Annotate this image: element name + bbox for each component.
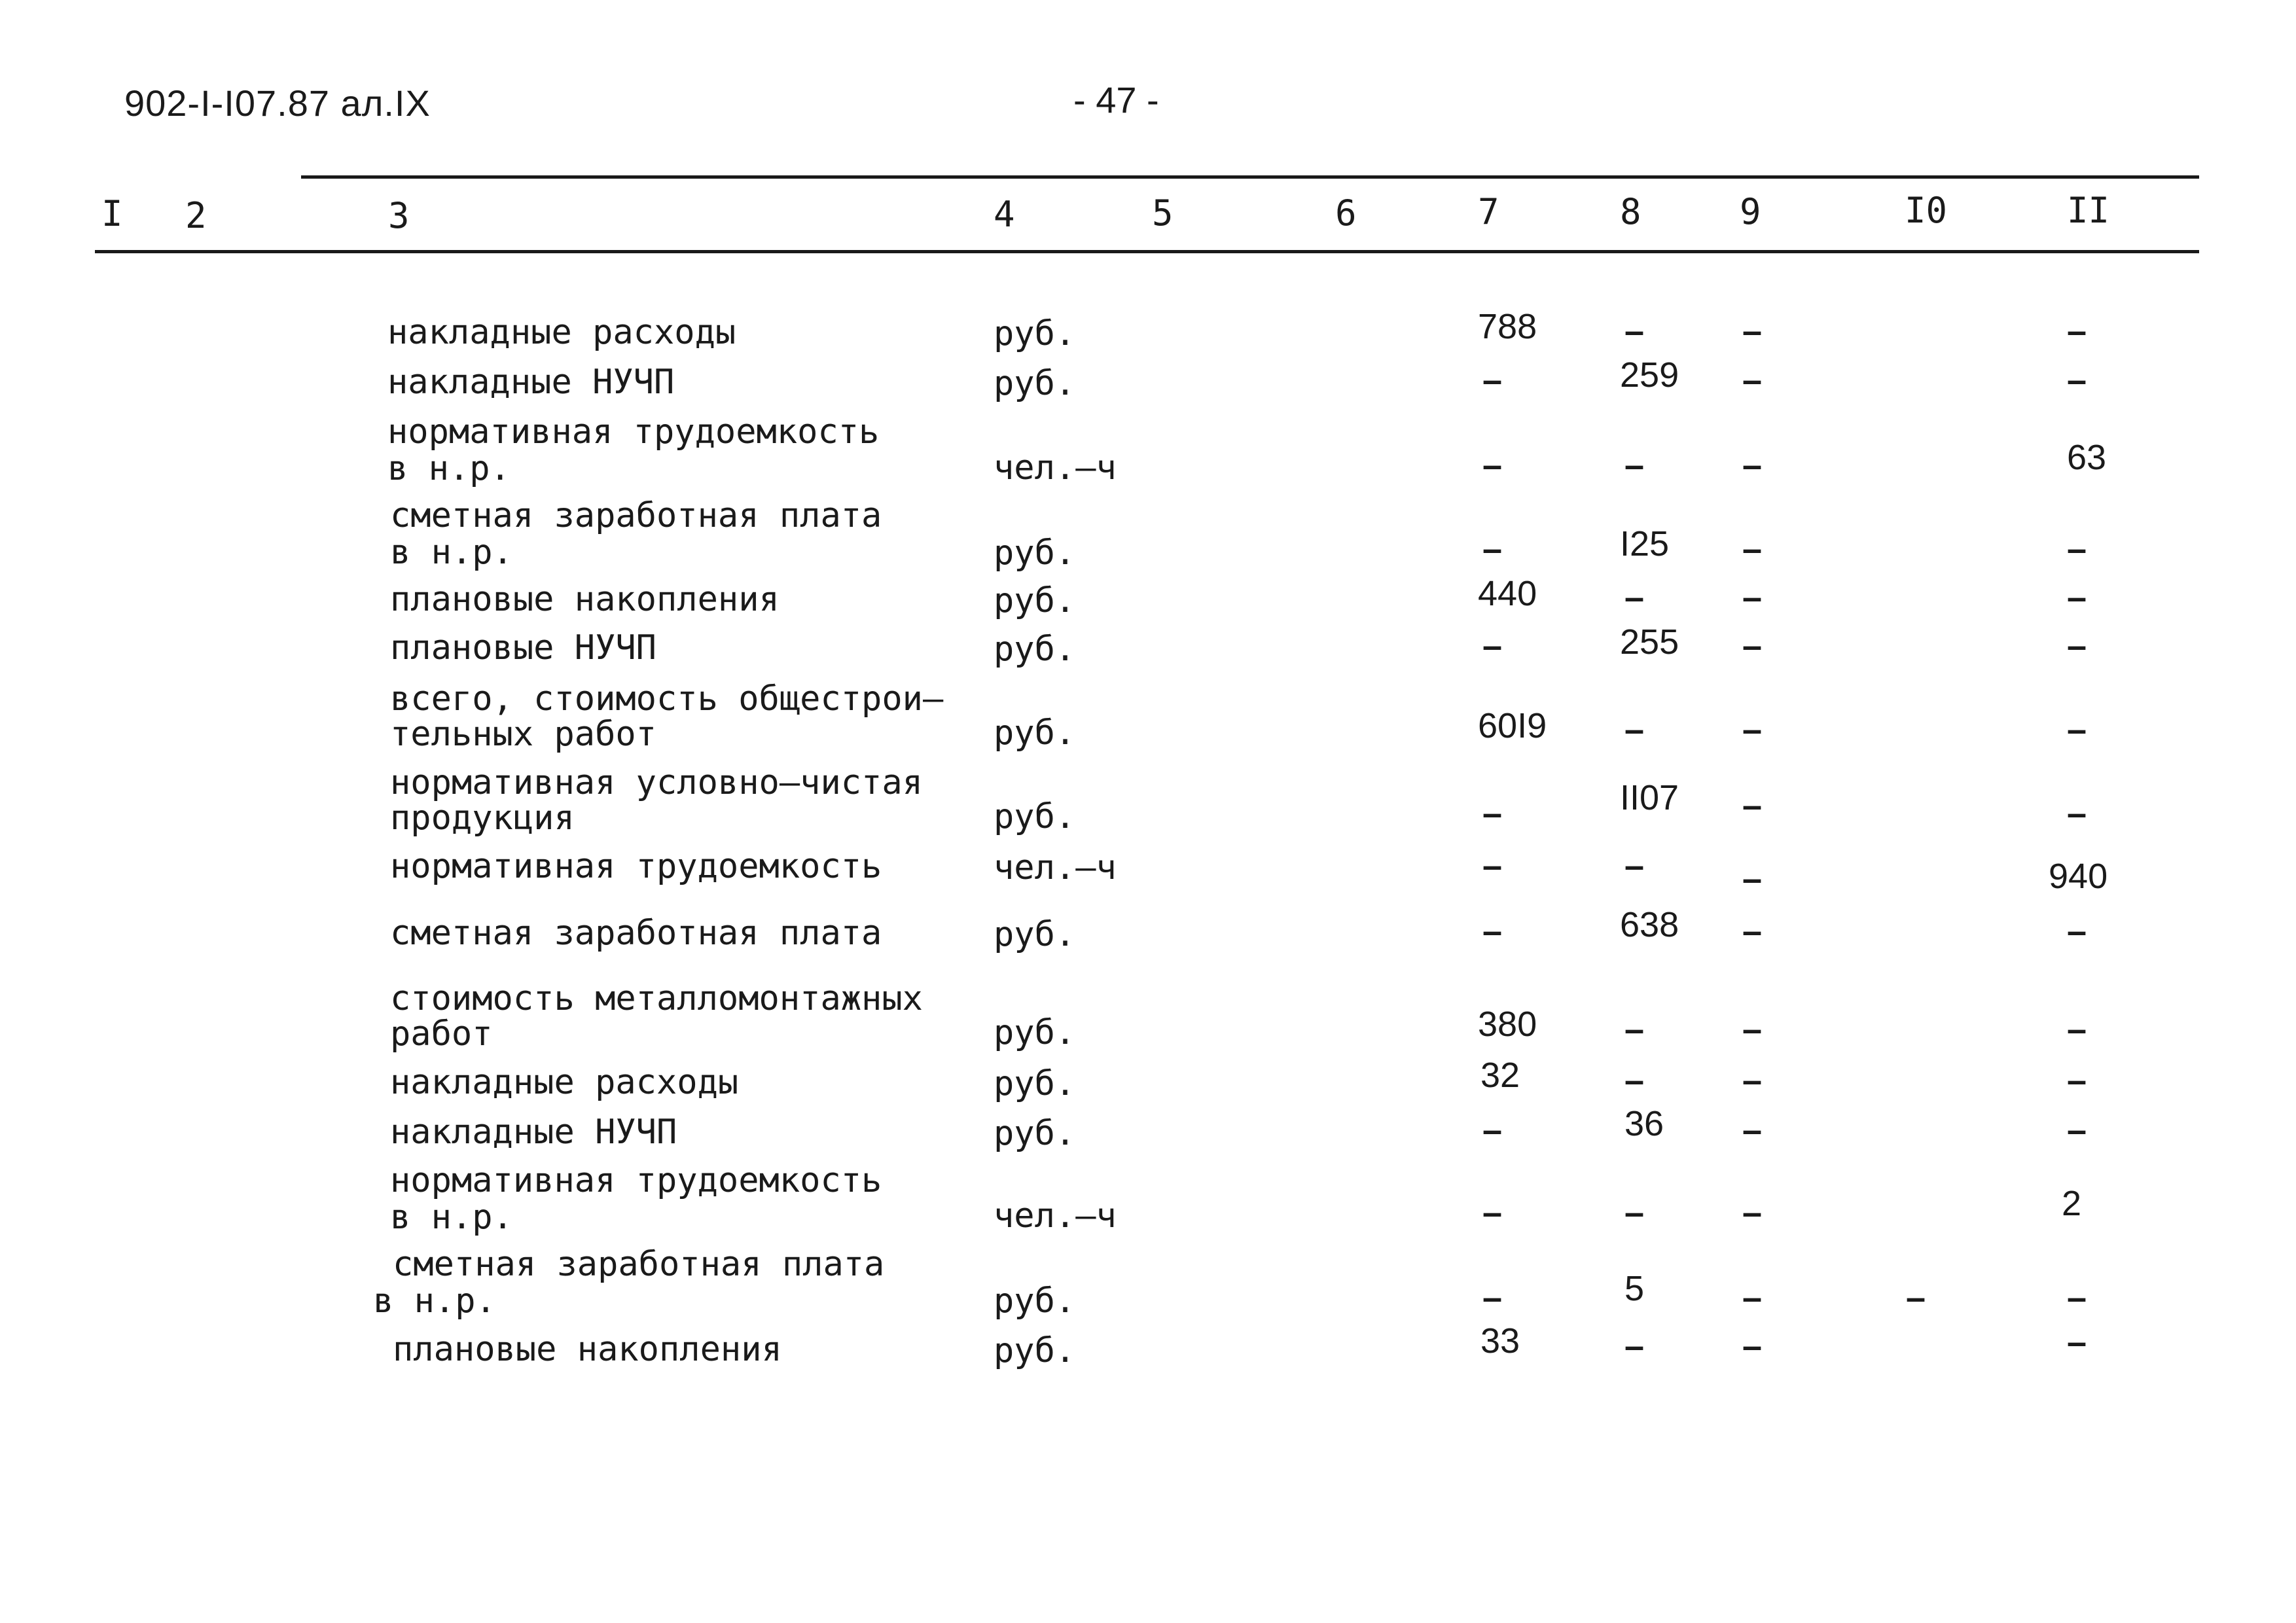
- cell-col9: –: [1742, 529, 1763, 569]
- cell-col10: –: [1906, 1278, 1926, 1317]
- row-label: нормативная трудоемкость: [387, 412, 880, 452]
- row-label: нормативная трудоемкость: [390, 847, 882, 886]
- cell-col11: 63: [2067, 438, 2107, 477]
- cell-col8: –: [1624, 312, 1645, 351]
- row-unit: руб.: [994, 1281, 1076, 1321]
- row-unit: руб.: [994, 915, 1076, 954]
- column-header-3: 3: [388, 195, 410, 236]
- row-unit: руб.: [994, 364, 1076, 403]
- column-header-8: 8: [1620, 191, 1641, 232]
- row-label: сметная заработная плата: [390, 496, 882, 535]
- column-header-7: 7: [1478, 191, 1499, 232]
- cell-col11: –: [2067, 626, 2087, 666]
- row-label: всего, стоимость общестрои–: [390, 679, 944, 719]
- cell-col7: –: [1482, 1278, 1503, 1317]
- cell-col9: –: [1742, 1061, 1763, 1100]
- cell-col11: –: [2067, 1061, 2087, 1100]
- row-unit: руб.: [994, 1064, 1076, 1103]
- cell-col9: –: [1742, 361, 1763, 400]
- cell-col9: –: [1742, 446, 1763, 485]
- cell-col11: –: [2067, 578, 2087, 617]
- cell-col7: –: [1482, 1111, 1503, 1150]
- cell-col9: –: [1742, 710, 1763, 749]
- document-code: 902-I-I07.87 ал.IX: [124, 82, 431, 124]
- cell-col8: –: [1624, 1193, 1645, 1232]
- cell-col8: –: [1624, 578, 1645, 617]
- cell-col8: 638: [1620, 905, 1679, 944]
- cell-col8: –: [1624, 710, 1645, 749]
- column-header-10: I0: [1905, 190, 1948, 231]
- cell-col8: –: [1624, 1010, 1645, 1049]
- row-label: накладные НУЧП: [387, 363, 675, 402]
- row-unit: руб.: [994, 630, 1076, 669]
- table-top-rule: [301, 175, 2199, 179]
- cell-col7: 440: [1478, 574, 1537, 613]
- cell-col11: –: [2067, 1323, 2087, 1362]
- column-header-2: 2: [185, 195, 207, 236]
- row-label: плановые НУЧП: [390, 628, 656, 668]
- cell-col9: –: [1742, 1327, 1763, 1366]
- cell-col8: –: [1624, 1327, 1645, 1366]
- table-header-bottom-rule: [95, 250, 2199, 253]
- page-number: - 47 -: [1073, 79, 1159, 120]
- cell-col11: –: [2067, 912, 2087, 951]
- row-unit: чел.–ч: [994, 448, 1117, 488]
- cell-col7: –: [1482, 626, 1503, 666]
- cell-col9: –: [1742, 912, 1763, 951]
- row-label: нормативная трудоемкость: [390, 1161, 882, 1200]
- cell-col7: 60I9: [1478, 706, 1547, 745]
- cell-col9: –: [1742, 786, 1763, 825]
- cell-col11: 940: [2049, 857, 2108, 896]
- cell-col8: 5: [1624, 1269, 1645, 1308]
- cell-col8: –: [1624, 1061, 1645, 1100]
- cell-col8: I25: [1620, 524, 1670, 563]
- row-label-continued: тельных работ: [390, 715, 656, 754]
- row-label: сметная заработная плата: [390, 914, 882, 953]
- cell-col8: 36: [1624, 1104, 1664, 1143]
- cell-col9: –: [1742, 578, 1763, 617]
- cell-col9: –: [1742, 1193, 1763, 1232]
- cell-col8: –: [1624, 846, 1645, 885]
- row-label: нормативная условно–чистая: [390, 763, 923, 802]
- cell-col9: –: [1742, 626, 1763, 666]
- row-label: плановые накопления: [390, 580, 780, 619]
- cell-col8: 259: [1620, 355, 1679, 395]
- row-label-continued: в н.р.: [387, 449, 511, 488]
- cell-col8: II07: [1620, 778, 1679, 817]
- row-unit: руб.: [994, 533, 1076, 573]
- cell-col7: –: [1482, 846, 1503, 885]
- row-unit: руб.: [994, 1331, 1076, 1370]
- cell-col9: –: [1742, 1010, 1763, 1049]
- column-header-5: 5: [1152, 192, 1174, 234]
- row-label: накладные расходы: [387, 313, 736, 352]
- row-unit: чел.–ч: [994, 1196, 1117, 1236]
- cell-col9: –: [1742, 1111, 1763, 1150]
- row-label: накладные расходы: [390, 1063, 739, 1102]
- column-header-6: 6: [1335, 192, 1357, 234]
- column-header-9: 9: [1740, 191, 1761, 232]
- row-unit: руб.: [994, 1114, 1076, 1153]
- row-label-continued: работ: [390, 1014, 493, 1054]
- cell-col9: –: [1742, 859, 1763, 899]
- cell-col9: –: [1742, 312, 1763, 351]
- cell-col11: –: [2067, 710, 2087, 749]
- cell-col11: –: [2067, 1278, 2087, 1317]
- row-unit: руб.: [994, 314, 1076, 353]
- cell-col7: –: [1482, 912, 1503, 951]
- cell-col7: 380: [1478, 1005, 1537, 1044]
- row-label-continued: в н.р.: [390, 1198, 513, 1237]
- cell-col7: –: [1482, 529, 1503, 569]
- cell-col11: –: [2067, 1111, 2087, 1150]
- cell-col11: –: [2067, 529, 2087, 569]
- cell-col9: –: [1742, 1278, 1763, 1317]
- row-unit: чел.–ч: [994, 848, 1117, 887]
- cell-col7: 32: [1480, 1056, 1520, 1095]
- cell-col7: 788: [1478, 307, 1537, 346]
- cell-col7: –: [1482, 1193, 1503, 1232]
- cell-col11: –: [2067, 794, 2087, 833]
- cell-col11: –: [2067, 312, 2087, 351]
- row-unit: руб.: [994, 1013, 1076, 1052]
- row-label: плановые накопления: [393, 1330, 782, 1369]
- cell-col11: 2: [2062, 1184, 2082, 1223]
- column-header-11: II: [2067, 190, 2110, 231]
- row-label: стоимость металломонтажных: [390, 979, 923, 1018]
- row-unit: руб.: [994, 581, 1076, 620]
- row-label-continued: в н.р.: [373, 1281, 496, 1321]
- row-label: накладные НУЧП: [390, 1113, 677, 1152]
- row-unit: руб.: [994, 797, 1076, 836]
- column-header-4: 4: [994, 194, 1015, 235]
- row-label: сметная заработная плата: [393, 1245, 885, 1284]
- cell-col11: –: [2067, 361, 2087, 400]
- cell-col7: –: [1482, 794, 1503, 833]
- cell-col7: –: [1482, 446, 1503, 485]
- cell-col7: –: [1482, 361, 1503, 400]
- row-label-continued: продукция: [390, 798, 575, 838]
- column-header-1: I: [101, 193, 123, 234]
- cell-col11: –: [2067, 1010, 2087, 1049]
- row-label-continued: в н.р.: [390, 533, 513, 572]
- cell-col8: –: [1624, 446, 1645, 485]
- cell-col7: 33: [1480, 1321, 1520, 1361]
- row-unit: руб.: [994, 713, 1076, 753]
- cell-col8: 255: [1620, 622, 1679, 662]
